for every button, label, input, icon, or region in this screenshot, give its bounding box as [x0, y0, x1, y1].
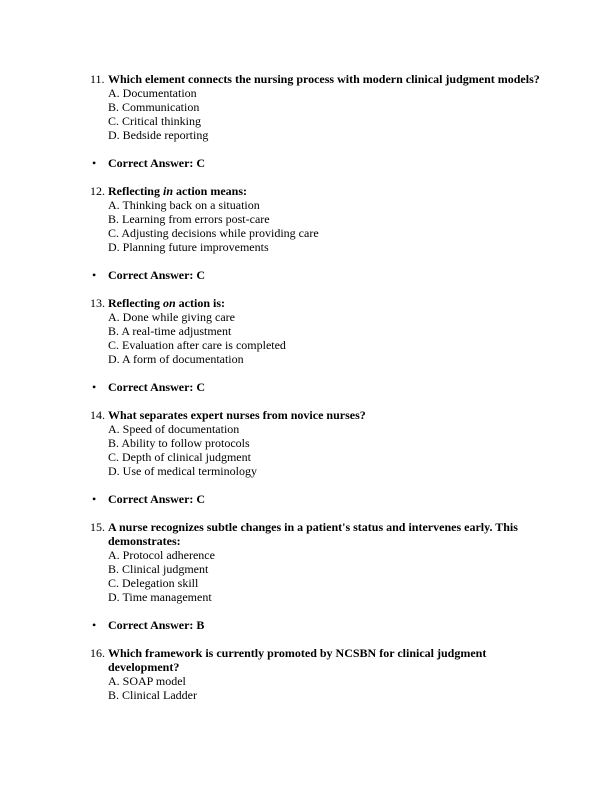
- option-b: B. Clinical Ladder: [108, 688, 197, 702]
- question-15: [90, 520, 560, 604]
- question-text-pre: Reflecting: [108, 184, 163, 198]
- question-text-emphasis: on: [162, 296, 176, 310]
- correct-answer-11: [90, 156, 560, 170]
- question-number: 11.: [90, 72, 105, 86]
- option-a: A. Done while giving care: [108, 310, 235, 324]
- option-a: A. SOAP model: [108, 674, 186, 688]
- option-a: A. Documentation: [108, 86, 197, 100]
- question-text: A nurse recognizes subtle changes in a patient's status and intervenes early. This demonstrates:: [108, 520, 518, 548]
- question-11: [90, 72, 560, 142]
- option-c: C. Evaluation after care is completed: [108, 338, 286, 352]
- option-b: B. Ability to follow protocols: [108, 436, 250, 450]
- option-d: D. Time management: [108, 590, 212, 604]
- option-c: C. Depth of clinical judgment: [108, 450, 251, 464]
- bullet-icon: •: [92, 156, 97, 170]
- option-c: C. Adjusting decisions while providing care: [108, 226, 319, 240]
- question-text-emphasis: in: [162, 184, 173, 198]
- answer-text: Correct Answer: C: [108, 156, 206, 170]
- option-b: B. Communication: [108, 100, 200, 114]
- question-text-pre: Reflecting: [108, 296, 163, 310]
- question-number: 14.: [90, 408, 105, 422]
- question-number: 15.: [90, 520, 105, 534]
- option-b: B. A real-time adjustment: [108, 324, 232, 338]
- question-number: 16.: [90, 646, 105, 660]
- option-d: D. Use of medical terminology: [108, 464, 257, 478]
- correct-answer-14: [90, 492, 560, 506]
- question-list: [90, 72, 560, 702]
- option-c: C. Critical thinking: [108, 114, 201, 128]
- question-text: [108, 296, 560, 310]
- question-text-post: action means:: [173, 184, 247, 198]
- bullet-icon: •: [92, 380, 97, 394]
- question-number: 12.: [90, 184, 105, 198]
- correct-answer-12: [90, 268, 560, 282]
- option-d: D. Planning future improvements: [108, 240, 269, 254]
- option-d: D. Bedside reporting: [108, 128, 209, 142]
- question-12: [90, 184, 560, 254]
- question-number: 13.: [90, 296, 105, 310]
- option-a: A. Protocol adherence: [108, 548, 215, 562]
- option-a: A. Thinking back on a situation: [108, 198, 260, 212]
- option-c: C. Delegation skill: [108, 576, 199, 590]
- question-text: [108, 184, 560, 198]
- correct-answer-15: [90, 618, 560, 632]
- question-text-post: action is:: [175, 296, 226, 310]
- option-d: D. A form of documentation: [108, 352, 244, 366]
- question-text: What separates expert nurses from novice nurses?: [108, 408, 366, 422]
- option-a: A. Speed of documentation: [108, 422, 240, 436]
- answer-text: Correct Answer: C: [108, 380, 206, 394]
- answer-text: Correct Answer: C: [108, 268, 206, 282]
- bullet-icon: •: [92, 268, 97, 282]
- question-13: [90, 296, 560, 366]
- option-b: B. Clinical judgment: [108, 562, 209, 576]
- option-b: B. Learning from errors post-care: [108, 212, 270, 226]
- question-16: [90, 646, 560, 702]
- bullet-icon: •: [92, 618, 97, 632]
- question-14: [90, 408, 560, 478]
- answer-text: Correct Answer: C: [108, 492, 206, 506]
- correct-answer-13: [90, 380, 560, 394]
- answer-text: Correct Answer: B: [108, 618, 205, 632]
- bullet-icon: •: [92, 492, 97, 506]
- question-text: Which framework is currently promoted by NCSBN for clinical judgment development?: [108, 646, 487, 674]
- question-text: Which element connects the nursing process with modern clinical judgment models?: [108, 72, 540, 86]
